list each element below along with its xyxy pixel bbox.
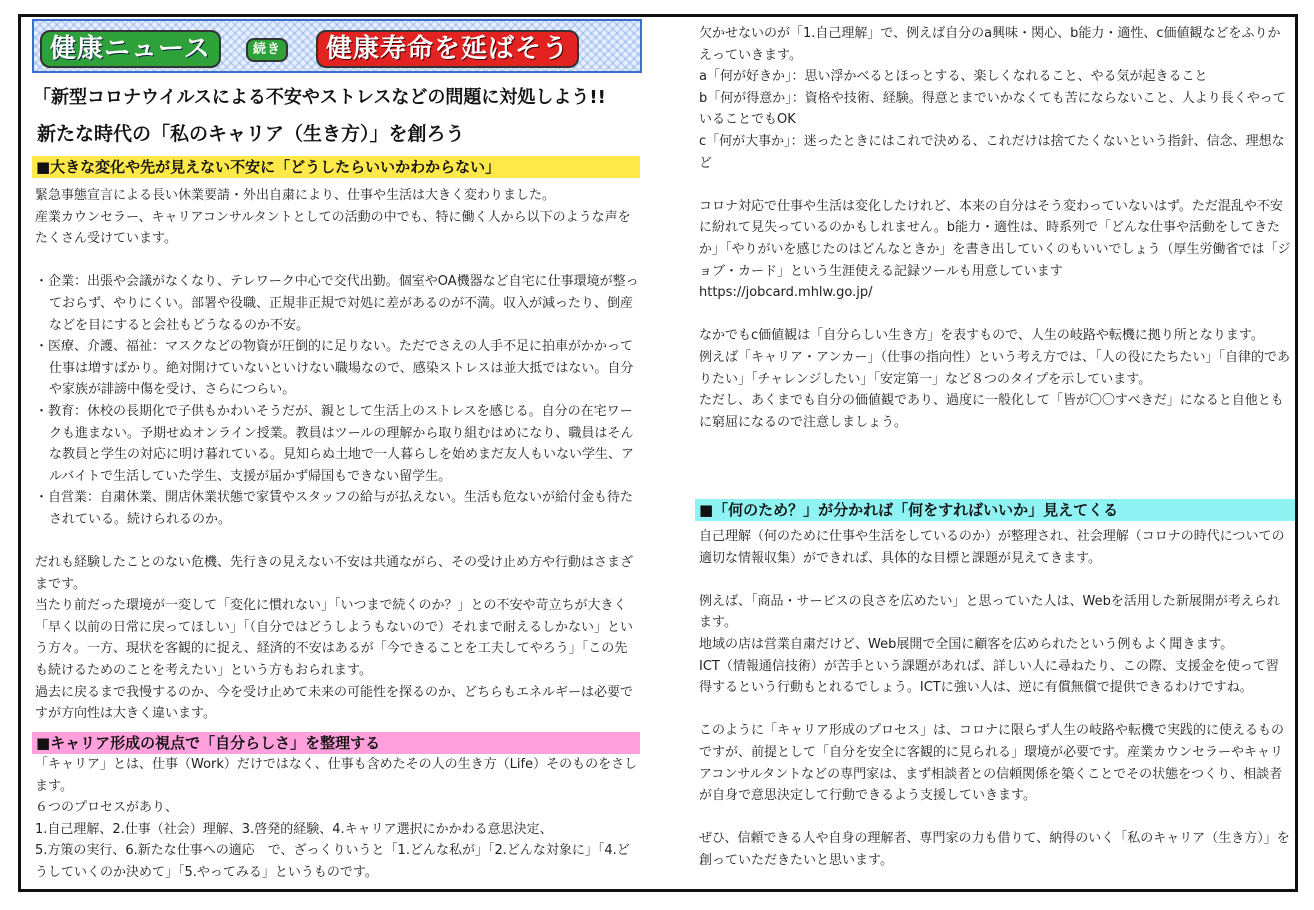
section2-para-4: 5.方策の実行、6.新たな仕事への適応 で、ざっくりいうと「1.どんな私が」「2.どんな対象に」「4.どうしていくのか決めて」「5.やってみる」というものです。	[35, 843, 630, 880]
news-banner	[32, 19, 642, 73]
section3-para-ict: ICT（情報通信技術）が苦手という課題があれば、詳しい人に尋ねたり、この際、支援金を使って習得するという行動もとれるでしょう。ICTに強い人は、逆に有償無償で提供できるわけですね。	[699, 658, 1279, 696]
right-para-caution: ただし、あくまでも自分の価値観であり、過度に一般化して「皆が〇〇すべきだ」になると自他ともに窮屈になるので注意しましょう。	[699, 393, 1284, 430]
self-understanding-block	[699, 23, 1291, 433]
page-frame	[18, 14, 1298, 892]
section1-heading: ■大きな変化や先が見えない不安に「どうしたらいいかわからない」	[32, 156, 640, 178]
section2-body	[35, 754, 639, 884]
section3-para-local: 地域の店は営業自粛だけど、Web展開で全国に顧客を広められたという例もよく聞きます。	[699, 636, 1234, 652]
banner-headline: 健康寿命を延ばそう	[316, 30, 579, 68]
section1-intro-1: 緊急事態宣言による長い休業要請・外出自粛により、仕事や生活は大きく変わりました。	[35, 188, 556, 203]
lead-line: 「新型コロナウイルスによる不安やストレスなどの問題に対処しよう!!	[33, 87, 606, 108]
section1-bullet-education: ・教育：休校の長期化で子供もかわいそうだが、親として生活上のストレスを感じる。自分の在宅ワークも進まない。予期せぬオンライン授業。教員はツールの理解から取り組むはめになり、職員はそんな教員と学生の対応に明け暮れている。見知らぬ土地で一人暮らしを始めまだ友人もいない学生、アルバイトで生活していた学生、支援が届かず帰国もできない留学生。	[35, 403, 635, 484]
main-title: 新たな時代の「私のキャリア（生き方）」を創ろう	[37, 123, 465, 145]
section3-body	[699, 526, 1291, 872]
section3-para-process: このように「キャリア形成のプロセス」は、コロナに限らず人生の岐路や転機で実践的に使えるものですが、前提として「自分を安全に客観的に見られる」環境が必要です。産業カウンセラーやキャリアコンサルタントなどの専門家は、まず相談者との信頼関係を築くことでその状態をつくり、相談者が自身で意思決定して行動できるよう支援していきます。	[699, 723, 1285, 804]
right-para-values: なかでもc価値観は「自分らしい生き方」を表すもので、人生の岐路や転機に拠り所となります。	[699, 328, 1264, 344]
right-para-anchor: 例えば「キャリア・アンカー」（仕事の指向性）という考え方では、「人の役にたちたい」「自律的でありたい」「チャレンジしたい」「安定第一」など８つのタイプを示しています。	[699, 349, 1290, 387]
section1-closing-3: 過去に戻るまで我慢するのか、今を受け止めて未来の可能性を探るのか、どちらもエネルギーは必要ですが方向性は大きく違います。	[35, 684, 634, 722]
section1-bullet-medical: ・医療、介護、福祉：マスクなどの物資が圧倒的に足りない。ただでさえの人手不足に拍車がかかって仕事は増すばかり。絶対開けていないといけない職場なので、感染ストレスは並大抵ではない。自分や家族が誹謗中傷を受け、さらにつらい。	[35, 339, 634, 398]
section1-bullet-company: ・企業：出張や会議がなくなり、テレワーク中心で交代出勤。個室やOA機器など自宅に仕事環境が整っておらず、やりにくい。部署や役職、正規非正規で対処に差があるのが不満。収入が減ったり、倒産などを目にすると会社もどうなるのか不安。	[35, 274, 639, 333]
right-para-a: a「何が好きか」：思い浮かべるとほっとする、楽しくなれること、やる気が起きること	[699, 69, 1208, 85]
section1-closing-2: 当たり前だった環境が一変して「変化に慣れない」「いつまで続くのか？」との不安や苛立ちが大きく「早く以前の日常に戻ってほしい」「（自分ではどうしようもないので）それまで耐えるしかない」という方々。一方、現状を客観的に捉え、経済的不安はあるが「今できることを工夫してやろう」「この先も続けるためのことを考えたい」という方もおられます。	[35, 598, 634, 679]
right-para-c: c「何が大事か」：迷ったときにはこれで決める、これだけは捨てたくないという指針、信念、理想など	[699, 133, 1285, 171]
section3-para-closing: ぜひ、信頼できる人や自身の理解者、専門家の力も借りて、納得のいく「私のキャリア（生き方）」を創っていただきたいと思います。	[699, 831, 1290, 868]
section1-intro-2: 産業カウンセラー、キャリアコンサルタントとしての活動の中でも、特に働く人から以下のような声をたくさん受けています。	[35, 209, 631, 247]
section2-para-1: 「キャリア」とは、仕事（Work）だけではなく、仕事も含めたその人の生き方（Life）そのものをさします。	[35, 757, 638, 794]
right-para-b: b「何が得意か」：資格や技術、経験。得意とまでいかなくても苦にならないこと、人より長くやっていることでもOK	[699, 90, 1286, 128]
right-para-corona: コロナ対応で仕事や生活は変化したけれど、本来の自分はそう変わっていないはず。ただ混乱や不安に紛れて見失っているのかもしれません。b能力・適性は、時系列で「どんな仕事や活動をしてきたか」「やりがいを感じたのはどんなときか」を書き出していくのもいいでしょう（厚生労働省では「ジョブ・カード」という生涯使える記録ツールも用意しています	[699, 198, 1291, 279]
section2-para-2: ６つのプロセスがあり、	[35, 800, 179, 816]
section1-body	[35, 185, 639, 725]
section1-bullet-selfemployed: ・自営業：自粛休業、開店休業状態で家賃やスタッフの給与が払えない。生活も危ないが給付金も待たされている。続けられるのか。	[35, 490, 634, 527]
section3-heading: ■「何のため？」が分かれば「何をすればいいか」見えてくる	[695, 499, 1295, 521]
section1-closing-1: だれも経験したことのない危機、先行きの見えない不安は共通ながら、その受け止め方や行動はさまざまです。	[35, 555, 634, 592]
section3-para-web: 例えば、「商品・サービスの良さを広めたい」と思っていた人は、Webを活用した新展開が考えられます。	[699, 593, 1280, 631]
banner-news-label: 健康ニュース	[40, 30, 221, 68]
section3-para-1: 自己理解（何のために仕事や生活をしているのか）が整理され、社会理解（コロナの時代についての適切な情報収集）ができれば、具体的な目標と課題が見えてきます。	[699, 529, 1285, 566]
jobcard-url: https://jobcard.mhlw.go.jp/	[699, 285, 873, 301]
banner-continued-label: 続き	[246, 38, 288, 62]
section2-para-3: 1.自己理解、2.仕事（社会）理解、3.啓発的経験、4.キャリア選択にかかわる意思決定、	[35, 821, 553, 837]
section2-heading: ■キャリア形成の視点で「自分らしさ」を整理する	[32, 732, 640, 754]
right-para-1: 欠かせないのが「1.自己理解」で、例えば自分のa興味・関心、b能力・適性、c価値観などをふりかえっていきます。	[699, 26, 1281, 63]
